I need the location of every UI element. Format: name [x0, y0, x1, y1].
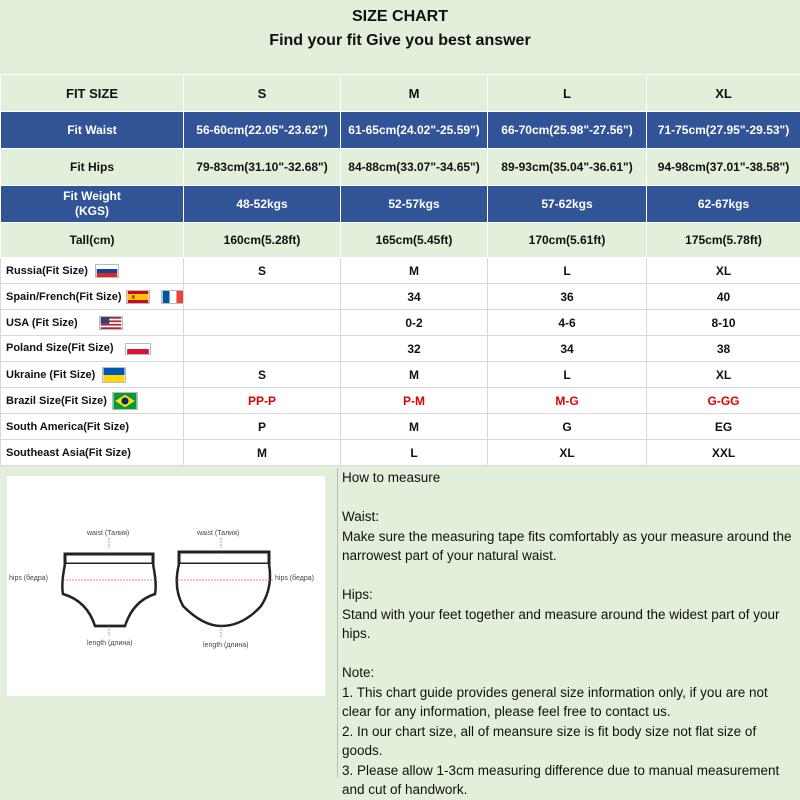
row-label	[1, 186, 184, 223]
table-cell: 62-67kgs	[647, 186, 800, 223]
table-row-weight	[1, 186, 800, 223]
row-label	[1, 362, 184, 388]
table-cell: 36	[488, 284, 647, 310]
table-cell: 79-83cm(31.10"-32.68")	[184, 149, 341, 186]
row-label: South America(Fit Size)	[1, 414, 184, 440]
table-cell: 160cm(5.28ft)	[184, 223, 341, 258]
table-row-waist	[1, 112, 800, 149]
header-cell: M	[341, 75, 488, 112]
table-cell: P-M	[341, 388, 488, 414]
table-cell: 175cm(5.78ft)	[647, 223, 800, 258]
row-label-text: Poland Size(Fit Size)	[6, 342, 114, 355]
waist-text: Make sure the measuring tape fits comfortably as your measure around the narrowest part of your natural waist.	[342, 528, 792, 563]
table-cell: 84-88cm(33.07"-34.65")	[341, 149, 488, 186]
table-cell	[184, 336, 341, 362]
table-cell: XL	[647, 258, 800, 284]
table-cell: 48-52kgs	[184, 186, 341, 223]
table-cell: 0-2	[341, 310, 488, 336]
spain-flag-icon	[126, 290, 150, 304]
usa-flag-icon	[99, 316, 123, 330]
table-cell: L	[488, 258, 647, 284]
chart-subtitle: Find your fit Give you best answer	[269, 32, 531, 49]
row-label: Southeast Asia(Fit Size)	[1, 440, 184, 466]
back-waist-label: waist (Талия)	[197, 530, 240, 537]
measure-guide-section	[0, 468, 800, 800]
table-cell: 8-10	[647, 310, 800, 336]
russia-flag-icon	[95, 264, 119, 278]
table-cell: 89-93cm(35.04"-36.61")	[488, 149, 647, 186]
table-row-russia	[1, 258, 800, 284]
size-table	[0, 74, 800, 466]
table-cell: PP-P	[184, 388, 341, 414]
table-cell: XXL	[647, 440, 800, 466]
row-label	[1, 310, 184, 336]
row-label-text: USA (Fit Size)	[6, 316, 78, 329]
table-cell: G	[488, 414, 647, 440]
table-cell: M	[341, 414, 488, 440]
measurement-diagram-svg	[7, 476, 325, 696]
header-cell: L	[488, 75, 647, 112]
back-hips-label: hips (бедра)	[275, 575, 314, 582]
front-waist-label: waist (Талия)	[87, 530, 130, 537]
table-cell: L	[341, 440, 488, 466]
table-cell: XL	[647, 362, 800, 388]
table-cell: EG	[647, 414, 800, 440]
table-row-tall	[1, 223, 800, 258]
header-cell: FIT SIZE	[1, 75, 184, 112]
title-area	[0, 0, 800, 74]
table-cell: S	[184, 258, 341, 284]
header-cell: XL	[647, 75, 800, 112]
table-cell: 170cm(5.61ft)	[488, 223, 647, 258]
back-length-label: length (длина)	[203, 642, 249, 649]
table-row-brazil	[1, 388, 800, 414]
underwear-diagram	[7, 476, 325, 696]
table-cell	[184, 284, 341, 310]
front-length-label: length (длина)	[87, 640, 133, 647]
header-cell: S	[184, 75, 341, 112]
table-cell: 4-6	[488, 310, 647, 336]
table-cell: XL	[488, 440, 647, 466]
row-label: Tall(cm)	[1, 223, 184, 258]
table-cell	[184, 310, 341, 336]
row-label: Fit Waist	[1, 112, 184, 149]
row-label-line1: Fit Weight	[63, 189, 121, 203]
row-label	[1, 388, 184, 414]
table-row-south-america	[1, 414, 800, 440]
row-label	[1, 258, 184, 284]
note-title: Note:	[342, 665, 375, 680]
note-2: 2. In our chart size, all of meansure size is fit body size not flat size of goods.	[342, 723, 757, 758]
row-label	[1, 336, 184, 362]
front-hips-label: hips (бедра)	[9, 575, 48, 582]
front-brief-illustration	[9, 530, 156, 647]
table-cell: S	[184, 362, 341, 388]
table-cell: 165cm(5.45ft)	[341, 223, 488, 258]
waist-title: Waist:	[342, 509, 379, 524]
table-cell: 56-60cm(22.05"-23.62")	[184, 112, 341, 149]
brazil-flag-icon	[112, 392, 138, 410]
hips-title: Hips:	[342, 587, 373, 602]
table-cell: 40	[647, 284, 800, 310]
row-label-text: Russia(Fit Size)	[6, 264, 88, 277]
row-label-line2: (KGS)	[75, 204, 109, 218]
table-cell: 71-75cm(27.95"-29.53")	[647, 112, 800, 149]
row-label-text: Spain/French(Fit Size)	[6, 290, 122, 303]
table-cell: 34	[341, 284, 488, 310]
row-label-text: Brazil Size(Fit Size)	[6, 394, 107, 407]
note-3: 3. Please allow 1-3cm measuring difference due to manual measurement and cut of handwork.	[342, 762, 780, 797]
table-cell: 61-65cm(24.02"-25.59")	[341, 112, 488, 149]
howto-heading: How to measure	[342, 470, 441, 485]
table-cell: P	[184, 414, 341, 440]
table-cell: 66-70cm(25.98"-27.56")	[488, 112, 647, 149]
ukraine-flag-icon	[102, 367, 126, 383]
table-row-ukraine	[1, 362, 800, 388]
table-cell: 57-62kgs	[488, 186, 647, 223]
row-label: Fit Hips	[1, 149, 184, 186]
table-cell: 32	[341, 336, 488, 362]
row-label-text: Ukraine (Fit Size)	[6, 368, 96, 381]
table-cell: M	[341, 362, 488, 388]
france-flag-icon	[161, 290, 184, 304]
table-row-usa	[1, 310, 800, 336]
table-cell: 52-57kgs	[341, 186, 488, 223]
table-row-poland	[1, 336, 800, 362]
how-to-measure-text	[342, 468, 797, 797]
table-header-row	[1, 75, 800, 112]
table-cell: G-GG	[647, 388, 800, 414]
table-cell: M	[184, 440, 341, 466]
hips-text: Stand with your feet together and measure around the widest part of your hips.	[342, 606, 780, 641]
chart-title: SIZE CHART	[352, 8, 448, 25]
table-cell: 94-98cm(37.01"-38.58")	[647, 149, 800, 186]
table-cell: L	[488, 362, 647, 388]
note-1: 1. This chart guide provides general size information only, if you are not clear for any information, please feel free to contact us.	[342, 684, 768, 719]
back-brief-illustration	[175, 530, 314, 649]
row-label	[1, 284, 184, 310]
table-cell: M-G	[488, 388, 647, 414]
table-row-spain-france	[1, 284, 800, 310]
table-cell: M	[341, 258, 488, 284]
table-row-southeast-asia	[1, 440, 800, 466]
guide-divider	[337, 468, 338, 778]
table-row-hips	[1, 149, 800, 186]
table-cell: 38	[647, 336, 800, 362]
table-cell: 34	[488, 336, 647, 362]
poland-flag-icon	[125, 343, 151, 355]
